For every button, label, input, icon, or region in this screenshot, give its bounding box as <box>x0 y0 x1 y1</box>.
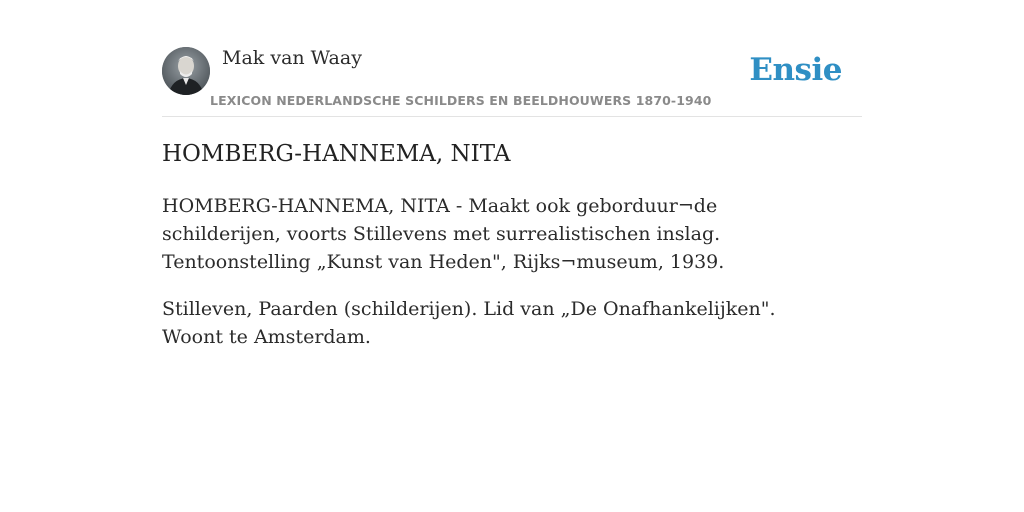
article-title: HOMBERG-HANNEMA, NITA <box>162 141 511 167</box>
article-paragraph: HOMBERG-HANNEMA, NITA - Maakt ook geborduur¬de schilderijen, voorts Stillevens met surrealistischen inslag. Tentoonstelling „Kunst van Heden", Rijks¬museum, 1939. <box>162 195 725 273</box>
brand-logo[interactable]: Ensie <box>749 52 842 88</box>
author-avatar[interactable] <box>162 47 210 95</box>
author-name[interactable]: Mak van Waay <box>222 47 362 69</box>
author-portrait-icon <box>162 47 210 95</box>
article-paragraph: Stilleven, Paarden (schilderijen). Lid van „De Onafhankelijken". Woont te Amsterdam. <box>162 298 776 348</box>
source-title[interactable]: LEXICON NEDERLANDSCHE SCHILDERS EN BEELDHOUWERS 1870-1940 <box>210 93 712 108</box>
source-header <box>162 46 862 117</box>
